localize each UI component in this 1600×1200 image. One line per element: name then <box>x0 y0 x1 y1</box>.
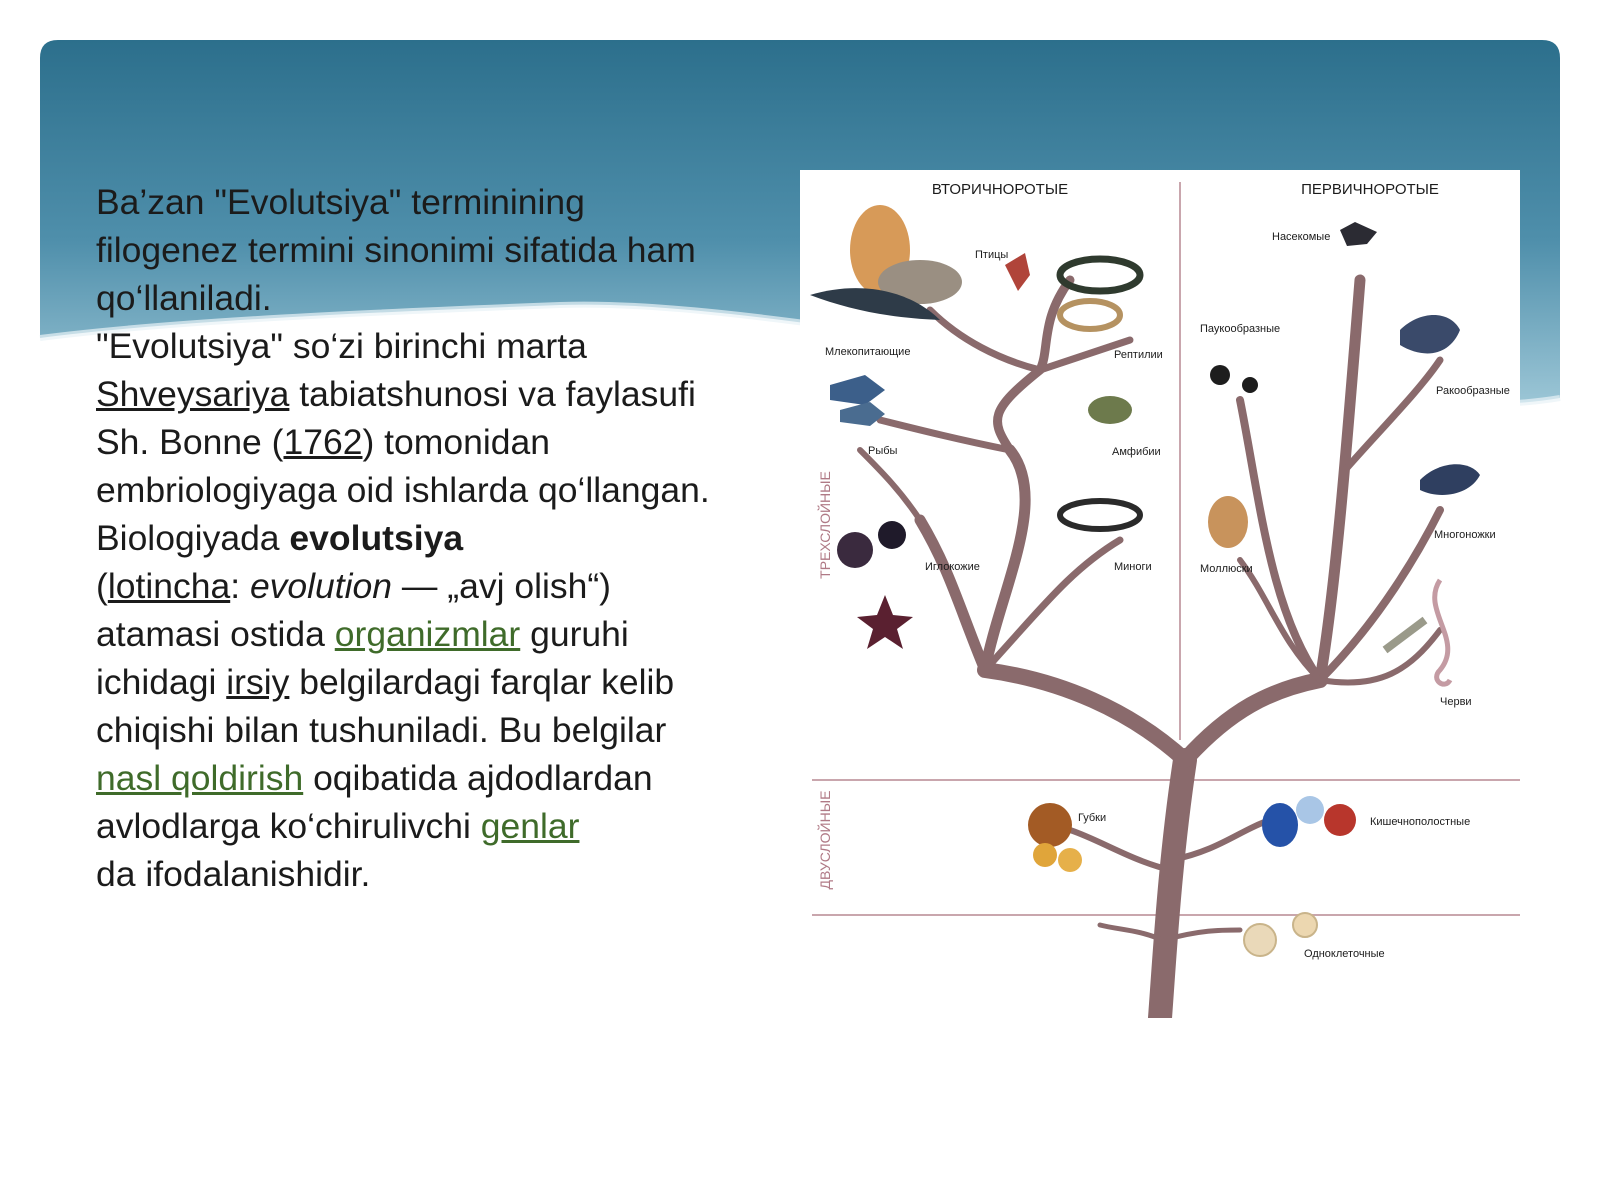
label-lampreys: Миноги <box>1114 561 1152 573</box>
label-insects: Насекомые <box>1272 231 1331 243</box>
paragraph-terminology <box>96 178 736 322</box>
protozoa-icon-2 <box>1293 913 1317 937</box>
protozoa-icon <box>1244 924 1276 956</box>
starfish-icon <box>857 595 913 649</box>
sea-urchin-icon-2 <box>878 521 906 549</box>
label-sponges: Губки <box>1078 812 1107 824</box>
organism-illustrations <box>810 205 1480 956</box>
jellyfish-icon-2 <box>1296 796 1324 824</box>
header-deuterostomes: ВТОРИЧНОРОТЫЕ <box>931 181 1069 198</box>
label-crustaceans: Ракообразные <box>1436 385 1510 397</box>
sponge-icon-2 <box>1033 843 1057 867</box>
phylogenetic-tree-figure <box>800 170 1520 1018</box>
paragraph-3-text-h: da ifodalanishidir. <box>96 854 371 894</box>
term-evolution-latin: evolution <box>249 566 393 606</box>
paragraph-3-text-g: oqibatida ajdodlardan avlodlarga ko‘chirulivchi <box>96 758 653 846</box>
label-myriapods: Многоножки <box>1434 529 1496 541</box>
label-molluscs: Моллюски <box>1200 563 1253 575</box>
label-cnidarians: Кишечнополостные <box>1370 816 1471 828</box>
coral-icon <box>1324 804 1356 836</box>
link-genlar[interactable]: genlar <box>480 806 580 846</box>
sponge-icon <box>1028 803 1072 847</box>
frog-icon <box>1088 396 1132 424</box>
jellyfish-icon <box>1262 803 1298 847</box>
label-amphibians: Амфибии <box>1112 446 1161 458</box>
link-shveysariya[interactable]: Shveysariya <box>96 374 290 414</box>
side-label-diploblastic: ДВУСЛОЙНЫЕ <box>817 790 833 890</box>
label-birds: Птицы <box>975 249 1009 261</box>
paragraph-3-text-f: belgilardagi farqlar kelib chiqishi bilan tushuniladi. Bu belgilar <box>96 662 675 750</box>
body-text <box>96 178 736 898</box>
spider-icon <box>1210 365 1230 385</box>
paragraph-3-text-e: guruhi ichidagi <box>96 614 629 702</box>
label-fish: Рыбы <box>868 445 898 457</box>
term-evolutsiya: evolutsiya <box>289 518 464 558</box>
snake-icon <box>1060 259 1140 291</box>
paragraph-3-text-d: — „avj olish“) atamasi ostida <box>96 566 611 654</box>
link-nasl-qoldirish[interactable]: nasl qoldirish <box>96 758 304 798</box>
mollusc-icon <box>1208 496 1248 548</box>
bird-icon <box>1005 253 1030 291</box>
label-echinoderms: Иглокожие <box>925 561 980 573</box>
paragraph-3-text-a: Biologiyada <box>96 518 290 558</box>
label-protozoa: Одноклеточные <box>1304 948 1385 960</box>
phylogenetic-tree <box>800 170 1520 1018</box>
spider-icon-2 <box>1242 377 1258 393</box>
paragraph-first-use <box>96 322 736 514</box>
worm-icon-2 <box>1385 620 1425 650</box>
label-reptiles: Рептилии <box>1114 349 1163 361</box>
paragraph-2-text-b: tabiatshunosi va faylasufi Sh. Bonne ( <box>96 374 696 462</box>
paragraph-3-text-c: : <box>230 566 250 606</box>
header-protostomes: ПЕРВИЧНОРОТЫЕ <box>1301 181 1439 198</box>
insect-icon <box>1340 222 1377 246</box>
label-worms: Черви <box>1440 696 1472 708</box>
link-year-1762[interactable]: 1762 <box>283 422 363 462</box>
tree-branches <box>860 280 1440 1018</box>
paragraph-2-text-c: ) tomonidan embriologiyaga oid ishlarda qo‘llangan. <box>96 422 710 510</box>
label-arachnids: Паукообразные <box>1200 323 1281 335</box>
lamprey-icon <box>1060 501 1140 529</box>
paragraph-definition <box>96 514 736 898</box>
link-lotincha[interactable]: lotincha <box>107 566 231 606</box>
snake-icon-2 <box>1060 301 1120 329</box>
link-irsiy[interactable]: irsiy <box>226 662 290 702</box>
sponge-icon-3 <box>1058 848 1082 872</box>
lobster-icon <box>1400 315 1460 353</box>
fish-icon <box>830 375 885 405</box>
paragraph-1-text: Ba’zan "Evolutsiya" terminining filogenez termini sinonimi sifatida ham qo‘llaniladi. <box>96 182 696 318</box>
paragraph-2-text-a: "Evolutsiya" so‘zi birinchi marta <box>96 326 587 366</box>
sea-urchin-icon <box>837 532 873 568</box>
side-label-triploblastic: ТРЕХСЛОЙНЫЕ <box>817 471 833 579</box>
centipede-icon <box>1420 464 1480 495</box>
label-mammals: Млекопитающие <box>825 346 911 358</box>
paragraph-3-text-b: ( <box>96 566 108 606</box>
link-organizmlar[interactable]: organizmlar <box>334 614 521 654</box>
